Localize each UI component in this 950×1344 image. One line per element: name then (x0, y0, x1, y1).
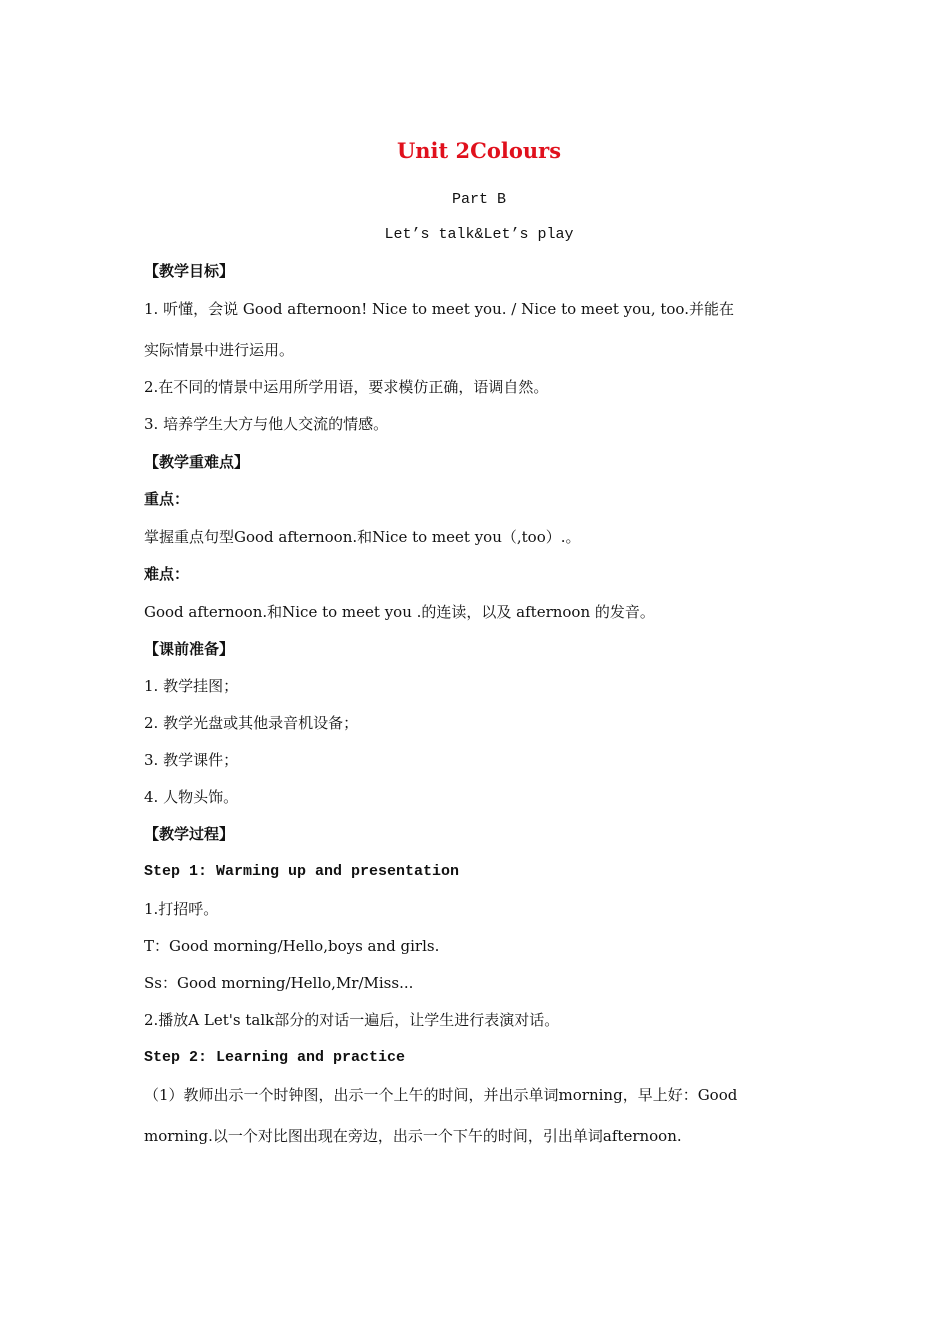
process-heading: 【教学过程】 (144, 825, 235, 843)
objective-3: 3. 培养学生大方与他人交流的情感。 (144, 415, 389, 433)
preparation-heading: 【课前准备】 (144, 640, 235, 658)
step-1-teacher-line: T：Good morning/Hello,boys and girls. (144, 937, 440, 955)
key-points-heading: 【教学重难点】 (144, 453, 250, 471)
preparation-item-3: 3. 教学课件； (144, 751, 239, 769)
difficulty-text: Good afternoon.和Nice to meet you .的连读，以及 afternoon 的发音。 (144, 603, 655, 621)
document-title: Unit 2Colours (396, 138, 562, 163)
step-2-title: Step 2: Learning and practice (144, 1049, 406, 1066)
part-label: Part B (451, 191, 506, 208)
objective-2: 2.在不同的情景中运用所学用语，要求模仿正确，语调自然。 (144, 378, 549, 396)
preparation-item-4: 4. 人物头饰。 (144, 788, 239, 806)
document-content (144, 134, 814, 1146)
preparation-item-1: 1. 教学挂图； (144, 677, 239, 695)
lesson-label: Let’s talk&Let’s play (384, 226, 574, 243)
objectives-heading: 【教学目标】 (144, 262, 235, 280)
difficulty-label: 难点： (144, 565, 190, 583)
step-1-students-line: Ss：Good morning/Hello,Mr/Miss... (144, 974, 414, 992)
preparation-item-2: 2. 教学光盘或其他录音机设备； (144, 714, 359, 732)
focus-text: 掌握重点句型Good afternoon.和Nice to meet you（,too）.。 (144, 528, 581, 546)
step-1-item-1: 1.打招呼。 (144, 900, 219, 918)
step-1-item-2: 2.播放A Let's talk部分的对话一遍后，让学生进行表演对话。 (144, 1011, 560, 1029)
step-2-paragraph-1-line-1: （1）教师出示一个时钟图，出示一个上午的时间，并出示单词morning，早上好：Good (144, 1086, 738, 1104)
objective-1-line-1: 1. 听懂，会说 Good afternoon! Nice to meet you. / Nice to meet you, too.并能在 (144, 300, 734, 318)
focus-label: 重点： (144, 490, 190, 508)
step-2-paragraph-1-line-2: morning.以一个对比图出现在旁边，出示一个下午的时间，引出单词afternoon. (144, 1127, 682, 1145)
step-1-title: Step 1: Warming up and presentation (144, 863, 460, 880)
objective-1-line-2: 实际情景中进行运用。 (144, 341, 295, 359)
